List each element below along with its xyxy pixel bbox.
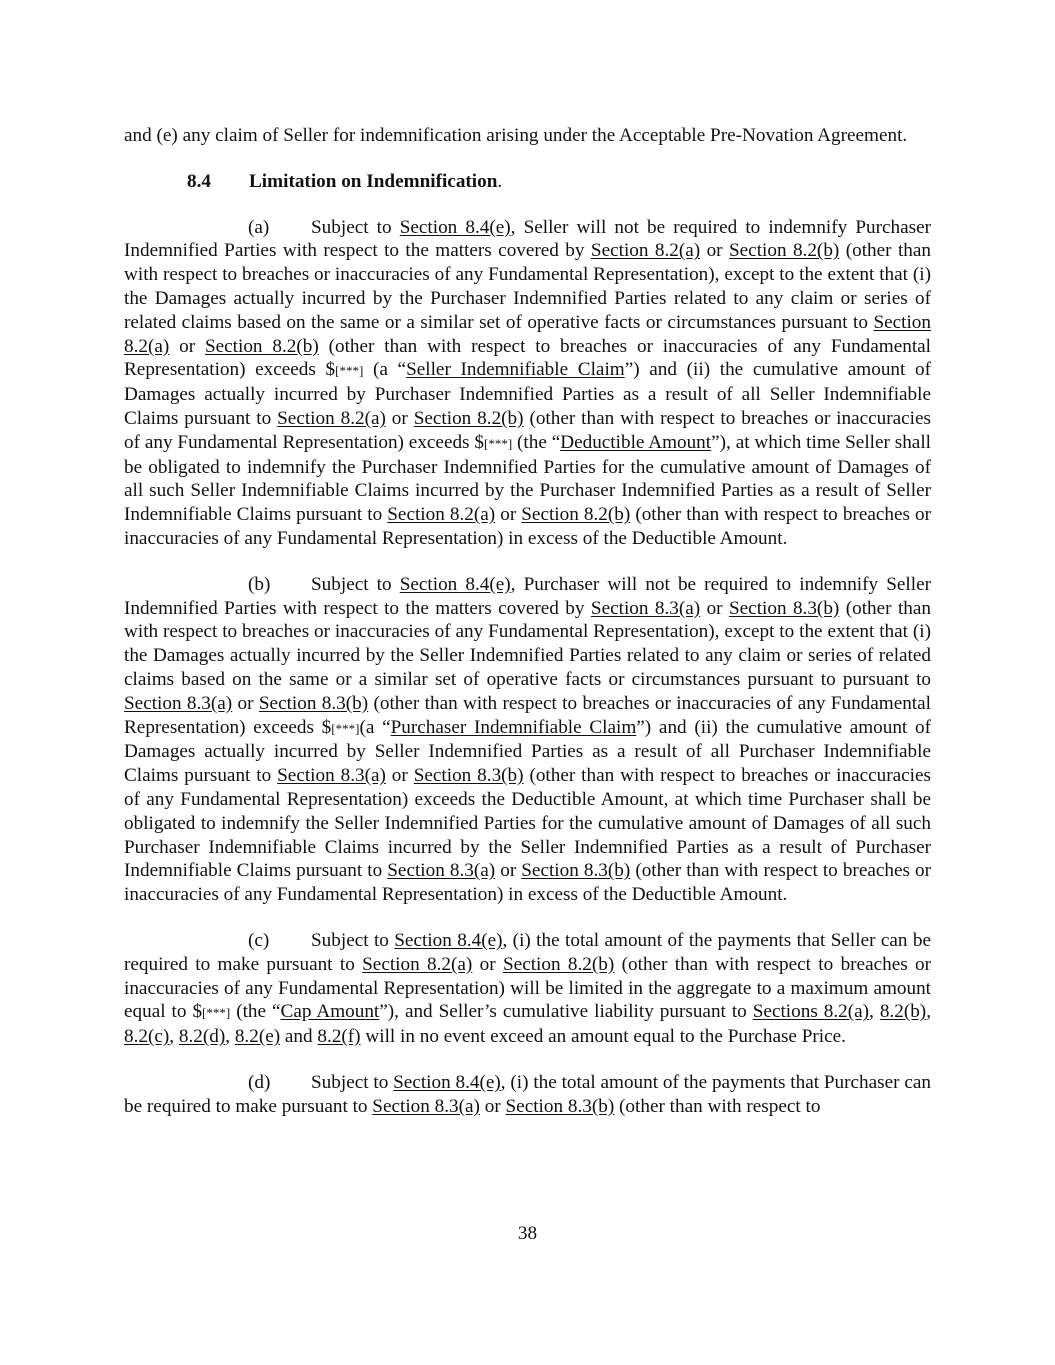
text-run: (other than with respect to breaches or inaccuracies of any Fundamental Representation), except to the extent that (i) the Damages actually incurred by the Purchaser Indemnified Parties related to any claim or series of related claims based on the same or a similar set of operative facts or circumstances pursuant to	[124, 240, 931, 333]
text-run: (a “	[363, 359, 407, 381]
section-reference[interactable]: 8.2(f)	[317, 1026, 361, 1048]
text-run: or	[479, 1095, 506, 1117]
text-run: (other than with respect to breaches or inaccuracies of any Fundamental Representation) exceeds $	[124, 692, 931, 738]
section-reference[interactable]: Section 8.3(b)	[521, 860, 631, 882]
section-reference[interactable]: Section 8.2(b)	[503, 953, 615, 975]
text-run: or	[495, 860, 522, 882]
text-run: (other than with respect to breaches or inaccuracies of any Fundamental Representation) exceeds $	[124, 335, 932, 381]
text-run: or	[385, 765, 414, 787]
text-run: or	[232, 692, 259, 714]
text-run: or	[495, 504, 522, 526]
section-heading	[187, 170, 931, 194]
section-reference[interactable]: Section 8.2(a)	[124, 311, 931, 357]
subsection-paragraph	[124, 1071, 931, 1119]
text-run: or	[700, 240, 729, 262]
heading-punctuation: .	[497, 170, 503, 192]
section-reference[interactable]: Section 8.4(e)	[394, 929, 503, 951]
section-reference[interactable]: Cap Amount	[280, 1001, 380, 1023]
section-reference[interactable]: Section 8.2(b)	[413, 407, 524, 429]
text-run: Subject to	[311, 573, 400, 595]
text-run: Subject to	[311, 1071, 394, 1093]
text-run: , (i) the total amount of the payments that Purchaser can be required to make pursuant to	[124, 1071, 931, 1117]
redacted-amount: [***]	[202, 1005, 231, 1021]
section-reference[interactable]: Section 8.2(a)	[362, 953, 473, 975]
section-reference[interactable]: Section 8.3(a)	[372, 1095, 480, 1117]
text-run: , (i) the total amount of the payments that Seller can be required to make pursuant to	[124, 929, 932, 975]
text-run: (other than with respect to breaches or inaccuracies of any Fundamental Representation) exceeds the Deductible Amount, at which time Purchaser shall be obligated to indemnify the Seller Indemnified Parties for the cumulative amount of Damages of all such Purchaser Indemnifiable Claims incurred by the Seller Indemnified Parties as a result of Purchaser Indemnifiable Claims pursuant to	[124, 765, 931, 882]
section-reference[interactable]: Section 8.4(e)	[399, 216, 511, 238]
section-reference[interactable]: Section 8.3(a)	[124, 692, 233, 714]
section-reference[interactable]: Section 8.3(b)	[505, 1095, 615, 1117]
section-reference[interactable]: Section 8.2(b)	[521, 504, 631, 526]
text-run: (a “	[359, 716, 391, 738]
text-run: (other than with respect to breaches or inaccuracies of any Fundamental Representation) will be limited in the aggregate to a maximum amount equal to $	[124, 953, 932, 1023]
text-run: (other than with respect to	[614, 1095, 821, 1117]
section-reference[interactable]: 8.2(b)	[879, 1001, 927, 1023]
subsection-paragraph	[124, 929, 931, 1049]
section-reference[interactable]: Section 8.2(a)	[277, 407, 386, 429]
text-run: ,	[169, 1026, 179, 1048]
section-reference[interactable]: Section 8.4(e)	[393, 1071, 501, 1093]
section-reference[interactable]: 8.2(d)	[178, 1026, 226, 1048]
section-reference[interactable]: Section 8.3(b)	[413, 765, 524, 787]
text-run: , Seller will not be required to indemnify Purchaser Indemnified Parties with respect to the matters covered by	[124, 216, 931, 262]
text-run: ,	[869, 1001, 880, 1023]
section-reference[interactable]: Section 8.3(b)	[728, 597, 840, 619]
text-run: will in no event exceed an amount equal to the Purchase Price.	[360, 1026, 846, 1048]
text-run: or	[385, 407, 414, 429]
document-page	[124, 124, 931, 1140]
section-reference[interactable]: Section 8.4(e)	[399, 573, 511, 595]
subsection-label: (b)	[248, 573, 271, 595]
text-run: , Purchaser will not be required to indemnify Seller Indemnified Parties with respect to the matters covered by	[124, 573, 931, 619]
section-reference[interactable]: Section 8.3(b)	[258, 692, 369, 714]
section-reference[interactable]: Purchaser Indemnifiable Claim	[390, 716, 637, 738]
text-run: ”), and Seller’s cumulative liability pursuant to	[379, 1001, 753, 1023]
text-run: ”), at which time Seller shall be obligated to indemnify the Purchaser Indemnified Parties for the cumulative amount of Damages of all such Seller Indemnifiable Claims incurred by the Purchaser Indemnified Parties as a result of Seller Indemnifiable Claims pursuant to	[124, 431, 931, 526]
section-number: 8.4	[187, 170, 211, 192]
text-run: or	[169, 335, 205, 357]
page-number: 38	[517, 1223, 538, 1244]
body-paragraph	[124, 124, 931, 148]
subsection-label: (a)	[248, 216, 270, 238]
text-run: or	[472, 953, 504, 975]
text-run: Subject to	[311, 929, 395, 951]
section-reference[interactable]: Section 8.3(a)	[590, 597, 701, 619]
redacted-amount: [***]	[483, 435, 513, 451]
section-reference[interactable]: Sections 8.2(a)	[752, 1001, 870, 1023]
redacted-amount: [***]	[331, 720, 360, 736]
text-run: ”) and (ii) the cumulative amount of Damages actually incurred by Purchaser Indemnified Parties as a result of all Seller Indemnifiable Claims pursuant to	[124, 359, 931, 429]
section-reference[interactable]: Deductible Amount	[560, 431, 712, 453]
text-run: (other than with respect to breaches or inaccuracies of any Fundamental Representation) in excess of the Deductible Amount.	[124, 860, 931, 906]
section-reference[interactable]: Section 8.2(b)	[204, 335, 319, 357]
text-run: (other than with respect to breaches or inaccuracies of any Fundamental Representation), except to the extent that (i) the Damages actually incurred by the Seller Indemnified Parties related to any claim or series of related claims based on the same or a similar set of operative facts or circumstances pursuant to pursuant to	[124, 597, 931, 690]
redacted-amount: [***]	[335, 363, 364, 379]
text-run: (other than with respect to breaches or inaccuracies of any Fundamental Representation) in excess of the Deductible Amount.	[124, 504, 931, 549]
section-reference[interactable]: Section 8.2(b)	[728, 240, 840, 262]
text-run: and (e) any claim of Seller for indemnification arising under the Acceptable Pre-Novation Agreement.	[124, 125, 908, 146]
text-run: ,	[926, 1001, 931, 1023]
text-run: ”) and (ii) the cumulative amount of Damages actually incurred by Seller Indemnified Parties as a result of all Purchaser Indemnifiable Claims pursuant to	[124, 716, 931, 787]
section-reference[interactable]: Section 8.3(a)	[277, 765, 386, 787]
section-title: Limitation on Indemnification	[249, 170, 498, 192]
section-reference[interactable]: Seller Indemnifiable Claim	[406, 359, 625, 381]
subsection-paragraph	[124, 216, 931, 551]
text-run: ,	[225, 1026, 235, 1048]
section-reference[interactable]: Section 8.2(a)	[387, 504, 496, 526]
section-reference[interactable]: Section 8.2(a)	[590, 240, 701, 262]
section-reference[interactable]: 8.2(c)	[124, 1026, 170, 1048]
section-reference[interactable]: 8.2(e)	[234, 1026, 281, 1048]
subsection-label: (c)	[248, 929, 270, 951]
text-run: and	[280, 1026, 318, 1048]
text-run: (the “	[512, 431, 561, 453]
text-run: (other than with respect to breaches or inaccuracies of any Fundamental Representation) exceeds $	[124, 407, 931, 453]
subsection-label: (d)	[248, 1071, 271, 1093]
subsection-paragraph	[124, 573, 931, 907]
section-reference[interactable]: Section 8.3(a)	[387, 860, 496, 882]
text-run: Subject to	[311, 216, 400, 238]
text-run: (the “	[230, 1001, 281, 1023]
text-run: or	[700, 597, 729, 619]
